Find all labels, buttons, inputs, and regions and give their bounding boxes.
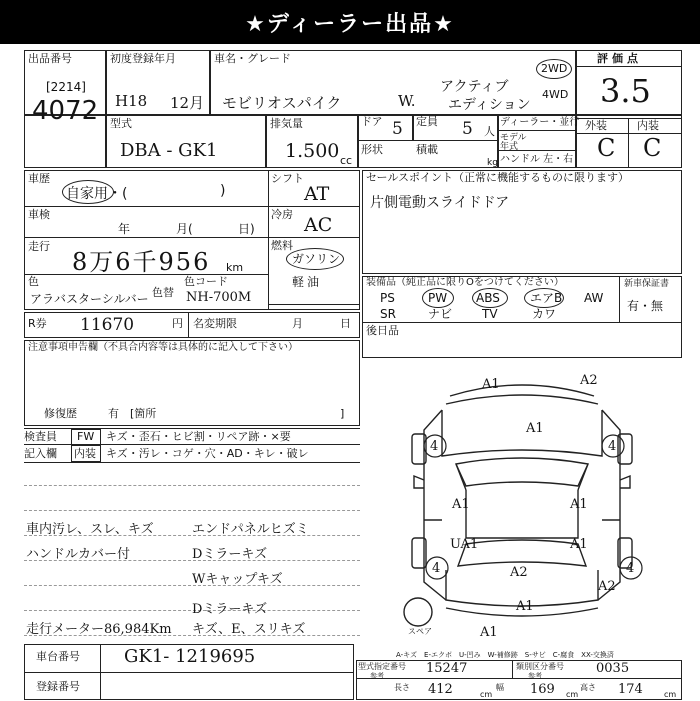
shape-label: 形状 <box>361 143 383 156</box>
damage-mark: 4 <box>430 439 439 454</box>
capacity: 5 <box>462 119 473 139</box>
equip-airbag: エアB <box>530 291 563 305</box>
equip-sr: SR <box>380 307 396 321</box>
month-label: 月( <box>176 222 193 236</box>
class-ref: 参考 <box>528 672 542 680</box>
year-label: 年 <box>118 222 131 236</box>
remark-line: 車内汚レ、スレ、キズ <box>26 522 154 537</box>
ac-value: AC <box>304 214 333 236</box>
fuel-light: 軽油 <box>292 275 323 289</box>
class-value: 0035 <box>596 661 630 676</box>
equip-pw: PW <box>428 291 448 305</box>
ext-label: 外装 <box>585 119 607 132</box>
shaken-label: 車検 <box>28 208 50 221</box>
spare-label: スペア <box>408 627 432 636</box>
day-label: 日) <box>238 222 255 236</box>
equipment-label: 装備品（純正品に限りOをつけてください） <box>366 277 564 288</box>
height-cm: cm <box>664 690 677 699</box>
interior-label: 内装 <box>74 447 96 460</box>
type-desig-ref: 参考 <box>370 672 384 680</box>
km-unit: km <box>226 261 244 274</box>
int-grade: C <box>643 134 662 162</box>
grade-edition: エディション <box>448 97 531 113</box>
notes-label: 注意事項申告欄（不具合内容等は具体的に記入して下さい） <box>28 342 298 353</box>
fuel-gasoline: ガソリン <box>292 252 341 266</box>
equip-aw: AW <box>584 291 604 305</box>
person-unit: 人 <box>484 125 495 138</box>
fw-label: FW <box>77 430 95 443</box>
equip-navi: ナビ <box>428 307 453 321</box>
first-reg-era: H18 <box>115 92 148 110</box>
kg-unit: kg <box>487 158 498 168</box>
remark-line: Dミラーキズ <box>192 547 268 562</box>
inspector-label-2: 記入欄 <box>24 447 57 460</box>
shift-value: AT <box>304 183 330 205</box>
equip-airbag-circle <box>524 288 564 308</box>
warranty-label: 新車保証書 <box>624 279 670 289</box>
fw-items: キズ・歪石・ヒビ割・リペア跡・×要 <box>106 430 291 443</box>
mileage-value: 8万6千956 <box>72 248 211 276</box>
damage-mark: UA1 <box>450 537 479 552</box>
name-change-day: 日 <box>340 317 351 330</box>
car-name: モビリオスパイク <box>222 94 342 112</box>
damage-mark: A1 <box>480 625 498 640</box>
usage-value: 自家用・( <box>66 186 128 202</box>
equip-abs: ABS <box>476 291 500 305</box>
equip-ps: PS <box>380 291 395 305</box>
damage-mark: A1 <box>570 497 588 512</box>
equip-pw-circle <box>422 288 454 308</box>
int-label: 内装 <box>637 119 659 132</box>
grade-active: アクティブ <box>440 79 509 95</box>
usage-close: ) <box>220 183 226 199</box>
remark-line: Dミラーキズ <box>192 602 268 617</box>
model-year-label: モデル 年式 <box>500 133 527 152</box>
length-value: 412 <box>428 682 453 697</box>
damage-mark: A1 <box>526 421 544 436</box>
chassis-value: GK1- 1219695 <box>124 646 256 667</box>
history-label: 車歴 <box>28 172 50 185</box>
sales-point-value: 片側電動スライドドア <box>370 195 510 211</box>
drive-2wd: 2WD <box>541 62 568 75</box>
fuel-label: 燃料 <box>271 239 293 252</box>
reg-label: 登録番号 <box>36 680 80 693</box>
interior-items: キズ・汚レ・コゲ・穴・AD・キレ・破レ <box>106 447 309 460</box>
doors: 5 <box>392 119 403 139</box>
damage-mark: 4 <box>432 561 441 576</box>
type-desig-value: 15247 <box>426 661 468 676</box>
damage-diagram <box>362 360 682 650</box>
remark-line: エンドパネルヒズミ <box>192 522 309 537</box>
handle-label: ハンドル 左・右 <box>500 154 574 165</box>
damage-mark: A1 <box>452 497 470 512</box>
damage-mark: 4 <box>608 439 617 454</box>
repair-value: 有 [箇所 <box>108 407 157 420</box>
class-label: 類別区分番号 <box>516 662 564 671</box>
recycle-value: 11670 <box>80 315 135 335</box>
mileage-label: 走行 <box>28 240 50 253</box>
remark-line: 走行メーター86,984Km <box>26 622 172 637</box>
color-tone-label: 色替 <box>152 286 174 299</box>
displacement-label: 排気量 <box>270 117 303 130</box>
color-code: NH-700M <box>186 290 252 305</box>
model-code: DBA - GK1 <box>120 140 218 161</box>
first-reg-label: 初度登録年月 <box>110 52 176 65</box>
first-reg-month: 12月 <box>170 94 205 112</box>
chassis-label: 車台番号 <box>36 650 80 663</box>
length-cm: cm <box>480 690 493 699</box>
color-value: アラバスターシルバー <box>30 292 149 306</box>
car-name-label: 車名・グレード <box>214 52 291 65</box>
width-cm: cm <box>566 690 579 699</box>
page-banner: ★ディーラー出品★ <box>0 0 700 44</box>
remark-line: Wキャップキズ <box>192 572 283 587</box>
sales-point-box <box>362 170 682 274</box>
damage-mark: A1 <box>570 537 588 552</box>
damage-mark: 4 <box>626 561 635 576</box>
repair-label: 修復歴 <box>44 407 77 420</box>
inspector-label-1: 検査員 <box>24 430 57 443</box>
lot-number: 4072 <box>32 96 99 126</box>
length-label: 長さ <box>394 683 410 692</box>
type-desig-label: 型式指定番号 <box>358 662 406 671</box>
model-code-label: 型式 <box>110 117 132 130</box>
equip-leather: カワ <box>532 307 557 321</box>
color-code-label: 色コード <box>184 275 228 288</box>
name-change-label: 名変期限 <box>193 317 237 330</box>
warranty-value: 有・無 <box>627 299 664 313</box>
height-value: 174 <box>618 682 643 697</box>
score-value: 3.5 <box>600 72 651 110</box>
width-label: 幅 <box>496 683 504 692</box>
ac-label: 冷房 <box>271 208 293 221</box>
remark-line: ハンドルカバー付 <box>26 547 131 562</box>
damage-mark: A1 <box>482 377 500 392</box>
lot-sub: [2214] <box>46 80 86 94</box>
grade-w: W. <box>398 92 416 110</box>
load-label: 積載 <box>416 143 438 156</box>
damage-mark: A2 <box>598 579 616 594</box>
shift-label: シフト <box>271 172 304 185</box>
damage-legend: A-キズ E-エクボ U-凹み W-補修跡 S-サビ C-腐食 XX-交換済 <box>396 651 614 659</box>
ext-grade: C <box>597 134 616 162</box>
width-value: 169 <box>530 682 555 697</box>
yen-unit: 円 <box>172 317 183 330</box>
dealer-label: ディーラー・並行 <box>500 117 580 128</box>
recycle-label: R券 <box>28 317 47 330</box>
lot-label: 出品番号 <box>28 52 72 65</box>
equip-tv: TV <box>482 307 498 321</box>
cc-unit: cc <box>340 154 353 167</box>
damage-mark: A1 <box>516 599 534 614</box>
equip-abs-circle <box>472 288 508 308</box>
name-change-month: 月 <box>292 317 303 330</box>
remark-line: キズ、E、スリキズ <box>192 622 306 637</box>
score-label: 評価点 <box>597 52 642 65</box>
repair-close: ] <box>340 407 345 420</box>
color-label: 色 <box>28 275 39 288</box>
damage-mark: A2 <box>580 373 598 388</box>
door-label: ドア <box>361 115 383 128</box>
sales-point-label: セールスポイント（正常に機能するものに限ります） <box>366 171 630 184</box>
displacement: 1.500 <box>285 140 340 162</box>
recycle-row <box>24 312 360 338</box>
damage-mark: A2 <box>510 565 528 580</box>
height-label: 高さ <box>580 683 596 692</box>
drive-4wd: 4WD <box>542 88 569 101</box>
capacity-label: 定員 <box>416 115 438 128</box>
rear-items-label: 後日品 <box>366 324 399 337</box>
